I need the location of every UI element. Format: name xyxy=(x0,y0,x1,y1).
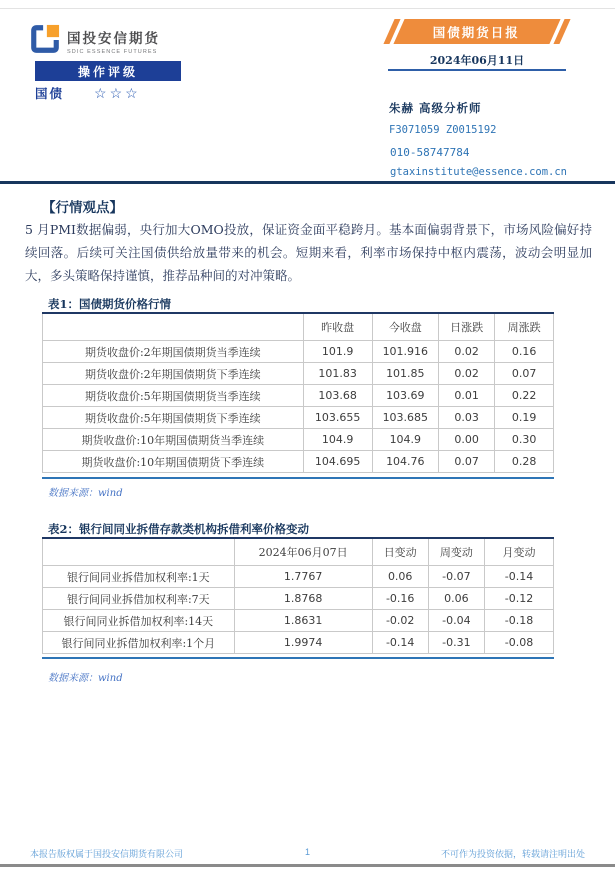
table1-header-day-change: 日涨跌 xyxy=(439,313,495,341)
header-divider-line xyxy=(0,181,615,184)
table-row xyxy=(43,451,554,473)
cell-value: 0.30 xyxy=(495,429,554,451)
row-label: 银行间同业拆借加权利率:1天 xyxy=(43,566,235,588)
table1-header-prev-close: 昨收盘 xyxy=(303,313,372,341)
analyst-credentials: F3071059 Z0015192 xyxy=(389,124,497,136)
table1-title: 表1：国债期货价格行情 xyxy=(48,297,172,311)
cell-value: 1.8768 xyxy=(234,588,372,610)
rating-box-title: 操作评级 xyxy=(35,61,181,81)
table2-header-date: 2024年06月07日 xyxy=(234,538,372,566)
cell-value: 1.9974 xyxy=(234,632,372,654)
instrument-label: 国债 xyxy=(35,86,65,101)
table1-source: 数据来源：wind xyxy=(48,488,123,499)
cell-value: 101.9 xyxy=(303,341,372,363)
instrument-rating-row xyxy=(35,84,215,102)
cell-value: -0.02 xyxy=(372,610,428,632)
report-title: 国债期货日报 xyxy=(433,24,521,40)
cell-value: -0.07 xyxy=(428,566,484,588)
cell-value: 0.02 xyxy=(439,341,495,363)
row-label: 期货收盘价:2年期国债期货当季连续 xyxy=(43,341,304,363)
cell-value: 0.07 xyxy=(439,451,495,473)
row-label: 期货收盘价:2年期国债期货下季连续 xyxy=(43,363,304,385)
cell-value: 101.916 xyxy=(372,341,438,363)
logo-text xyxy=(67,24,160,55)
table-row xyxy=(43,610,554,632)
cell-value: -0.18 xyxy=(485,610,554,632)
row-label: 期货收盘价:10年期国债期货下季连续 xyxy=(43,451,304,473)
table1-header-blank xyxy=(43,313,304,341)
table-row xyxy=(43,632,554,654)
row-label: 银行间同业拆借加权利率:7天 xyxy=(43,588,235,610)
company-name-en: SDIC ESSENCE FUTURES xyxy=(67,49,158,55)
table2-interbank-rates xyxy=(42,537,554,654)
cell-value: -0.04 xyxy=(428,610,484,632)
table-row xyxy=(43,588,554,610)
cell-value: -0.12 xyxy=(485,588,554,610)
cell-value: 0.02 xyxy=(439,363,495,385)
footer-page-number: 1 xyxy=(304,847,310,857)
cell-value: -0.14 xyxy=(485,566,554,588)
rating-stars: ☆☆☆ xyxy=(94,84,141,101)
contact-email-link[interactable]: gtaxinstitute@essence.com.cn xyxy=(390,166,568,178)
cell-value: 0.06 xyxy=(372,566,428,588)
row-label: 银行间同业拆借加权利率:14天 xyxy=(43,610,235,632)
cell-value: 1.7767 xyxy=(234,566,372,588)
report-title-banner xyxy=(389,19,565,44)
cell-value: 0.19 xyxy=(495,407,554,429)
cell-value: -0.31 xyxy=(428,632,484,654)
cell-value: 104.9 xyxy=(372,429,438,451)
cell-value: 104.695 xyxy=(303,451,372,473)
table2-source: 数据来源：wind xyxy=(48,673,123,684)
cell-value: 103.68 xyxy=(303,385,372,407)
cell-value: 0.07 xyxy=(495,363,554,385)
cell-value: -0.14 xyxy=(372,632,428,654)
table2-header-week-change: 周变动 xyxy=(428,538,484,566)
table1-bottom-rule xyxy=(42,477,554,479)
table-row xyxy=(43,429,554,451)
company-logo xyxy=(30,24,160,55)
table1-header-week-change: 周涨跌 xyxy=(495,313,554,341)
table-row xyxy=(43,363,554,385)
contact-phone: 010-58747784 xyxy=(390,146,470,159)
table-row xyxy=(43,341,554,363)
table-row xyxy=(43,566,554,588)
cell-value: 0.28 xyxy=(495,451,554,473)
table2-bottom-rule xyxy=(42,657,554,659)
cell-value: 0.16 xyxy=(495,341,554,363)
cell-value: 0.01 xyxy=(439,385,495,407)
company-name: 国投安信期货 xyxy=(67,31,160,47)
logo-square-icon xyxy=(30,24,60,54)
table1-header-today-close: 今收盘 xyxy=(372,313,438,341)
cell-value: 103.685 xyxy=(372,407,438,429)
cell-value: 103.69 xyxy=(372,385,438,407)
market-view-heading: 【行情观点】 xyxy=(42,200,123,216)
banner-body xyxy=(393,19,560,44)
cell-value: 0.00 xyxy=(439,429,495,451)
table2-header-blank xyxy=(43,538,235,566)
cell-value: 0.03 xyxy=(439,407,495,429)
table2-header-day-change: 日变动 xyxy=(372,538,428,566)
market-view-paragraph: 5 月PMI数据偏弱，央行加大OMO投放，保证资金面平稳跨月。基本面偏弱背景下，市场风险偏好持续回落。后续可关注国债供给放量带来的机会。短期来看，利率市场保持中枢内震荡，波动会明显加大，多头策略保持谨慎，推荐品种间的对冲策略。 xyxy=(25,222,592,283)
row-label: 期货收盘价:5年期国债期货下季连续 xyxy=(43,407,304,429)
cell-value: 101.85 xyxy=(372,363,438,385)
cell-value: 0.06 xyxy=(428,588,484,610)
cell-value: 104.9 xyxy=(303,429,372,451)
table2-header-month-change: 月变动 xyxy=(485,538,554,566)
table1-futures-prices xyxy=(42,312,554,473)
table2-header-row xyxy=(43,538,554,566)
cell-value: 103.655 xyxy=(303,407,372,429)
row-label: 期货收盘价:5年期国债期货当季连续 xyxy=(43,385,304,407)
analyst-name-title: 朱赫 高级分析师 xyxy=(389,101,482,115)
table-row xyxy=(43,385,554,407)
cell-value: 101.83 xyxy=(303,363,372,385)
cell-value: 104.76 xyxy=(372,451,438,473)
page-bottom-edge xyxy=(0,864,615,867)
table-row xyxy=(43,407,554,429)
footer-disclaimer: 不可作为投资依据，转载请注明出处 xyxy=(440,850,585,860)
cell-value: 1.8631 xyxy=(234,610,372,632)
cell-value: -0.16 xyxy=(372,588,428,610)
cell-value: 0.22 xyxy=(495,385,554,407)
date-underline xyxy=(388,69,566,71)
page-top-edge xyxy=(0,8,615,9)
footer-copyright: 本报告版权属于国投安信期货有限公司 xyxy=(30,850,184,860)
cell-value: -0.08 xyxy=(485,632,554,654)
row-label: 期货收盘价:10年期国债期货当季连续 xyxy=(43,429,304,451)
table1-header-row xyxy=(43,313,554,341)
report-date: 2024年06月11日 xyxy=(429,54,525,67)
row-label: 银行间同业拆借加权利率:1个月 xyxy=(43,632,235,654)
table2-title: 表2：银行间同业拆借存款类机构拆借利率价格变动 xyxy=(48,522,309,536)
